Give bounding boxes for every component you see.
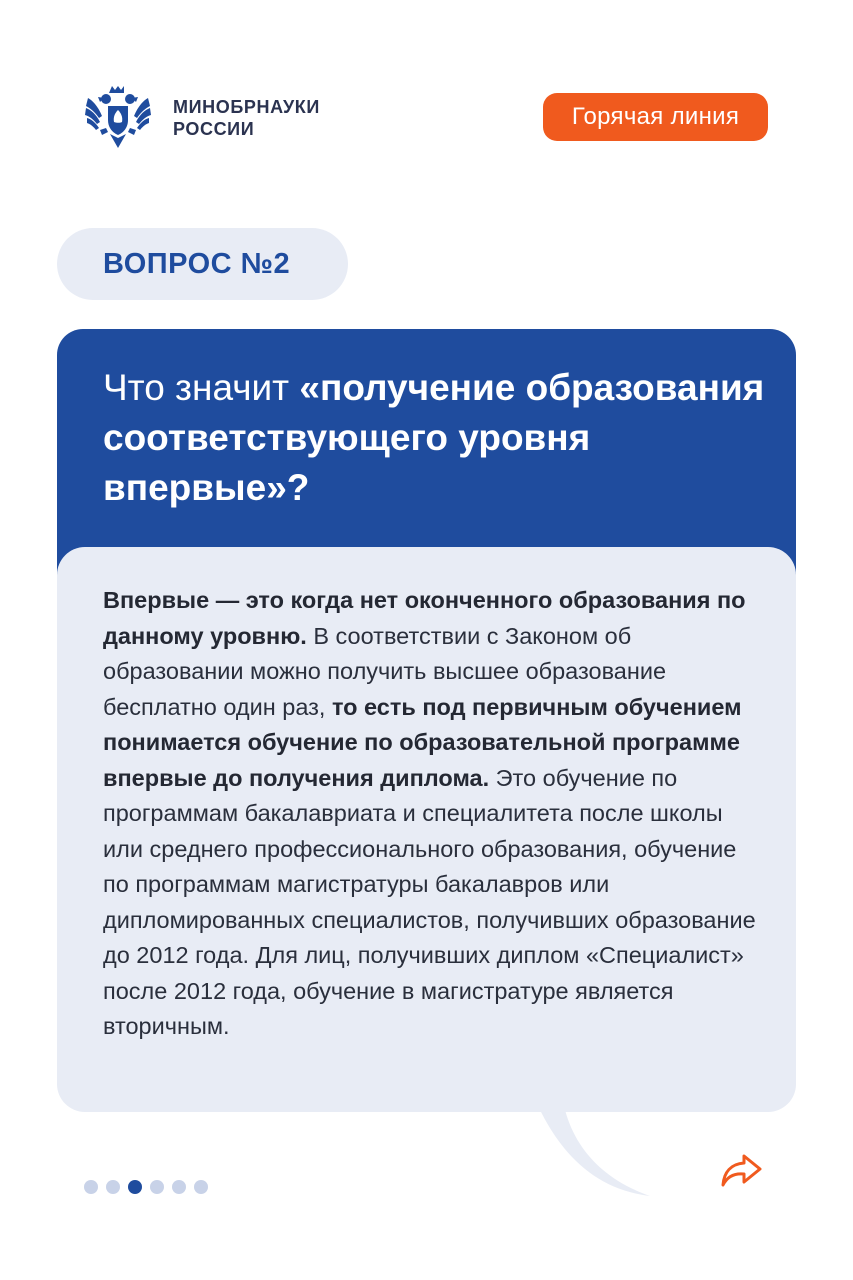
pagination-dot[interactable] bbox=[84, 1180, 98, 1194]
question-text bbox=[103, 363, 783, 513]
answer-bold-1: Впервые — это когда нет оконченного образования по данному уровню. bbox=[103, 587, 746, 649]
organization-name bbox=[173, 96, 320, 140]
answer-bold-2: то есть под первичным обучением понимается обучение по образовательной программе впервые до получения диплома. bbox=[103, 693, 742, 791]
org-name-line2: РОССИИ bbox=[173, 119, 255, 139]
question-text-regular: Что значит bbox=[103, 367, 300, 408]
question-text-bold: «получение образования соответствующего уровня впервые» bbox=[103, 367, 765, 508]
pagination-dot[interactable] bbox=[172, 1180, 186, 1194]
pagination-dots bbox=[84, 1180, 208, 1196]
answer-regular-1: В соответствии с Законом об образовании можно получить высшее образование бесплатно один раз, bbox=[103, 622, 667, 720]
double-headed-eagle-icon bbox=[84, 84, 152, 150]
pagination-dot[interactable] bbox=[106, 1180, 120, 1194]
pagination-dot[interactable] bbox=[150, 1180, 164, 1194]
hotline-button[interactable]: Горячая линия bbox=[543, 93, 768, 141]
answer-regular-2: Это обучение по программам бакалавриата и специалитета после школы или среднего профессионального образования, обучение по программам магистратуры бакалавров или дипломированных специалистов, получивших образование до 2012 года. Для лиц, получивших диплом «Специалист» после 2012 года, обучение в магистратуре является вторичным. bbox=[103, 764, 756, 1039]
pagination-dot[interactable] bbox=[194, 1180, 208, 1194]
answer-text bbox=[103, 583, 768, 1045]
question-text-end: ? bbox=[286, 467, 310, 508]
org-name-line1: МИНОБРНАУКИ bbox=[173, 97, 320, 117]
share-arrow-icon[interactable] bbox=[718, 1150, 766, 1190]
question-number-badge: ВОПРОС №2 bbox=[57, 228, 348, 300]
pagination-dot-active[interactable] bbox=[128, 1180, 142, 1194]
